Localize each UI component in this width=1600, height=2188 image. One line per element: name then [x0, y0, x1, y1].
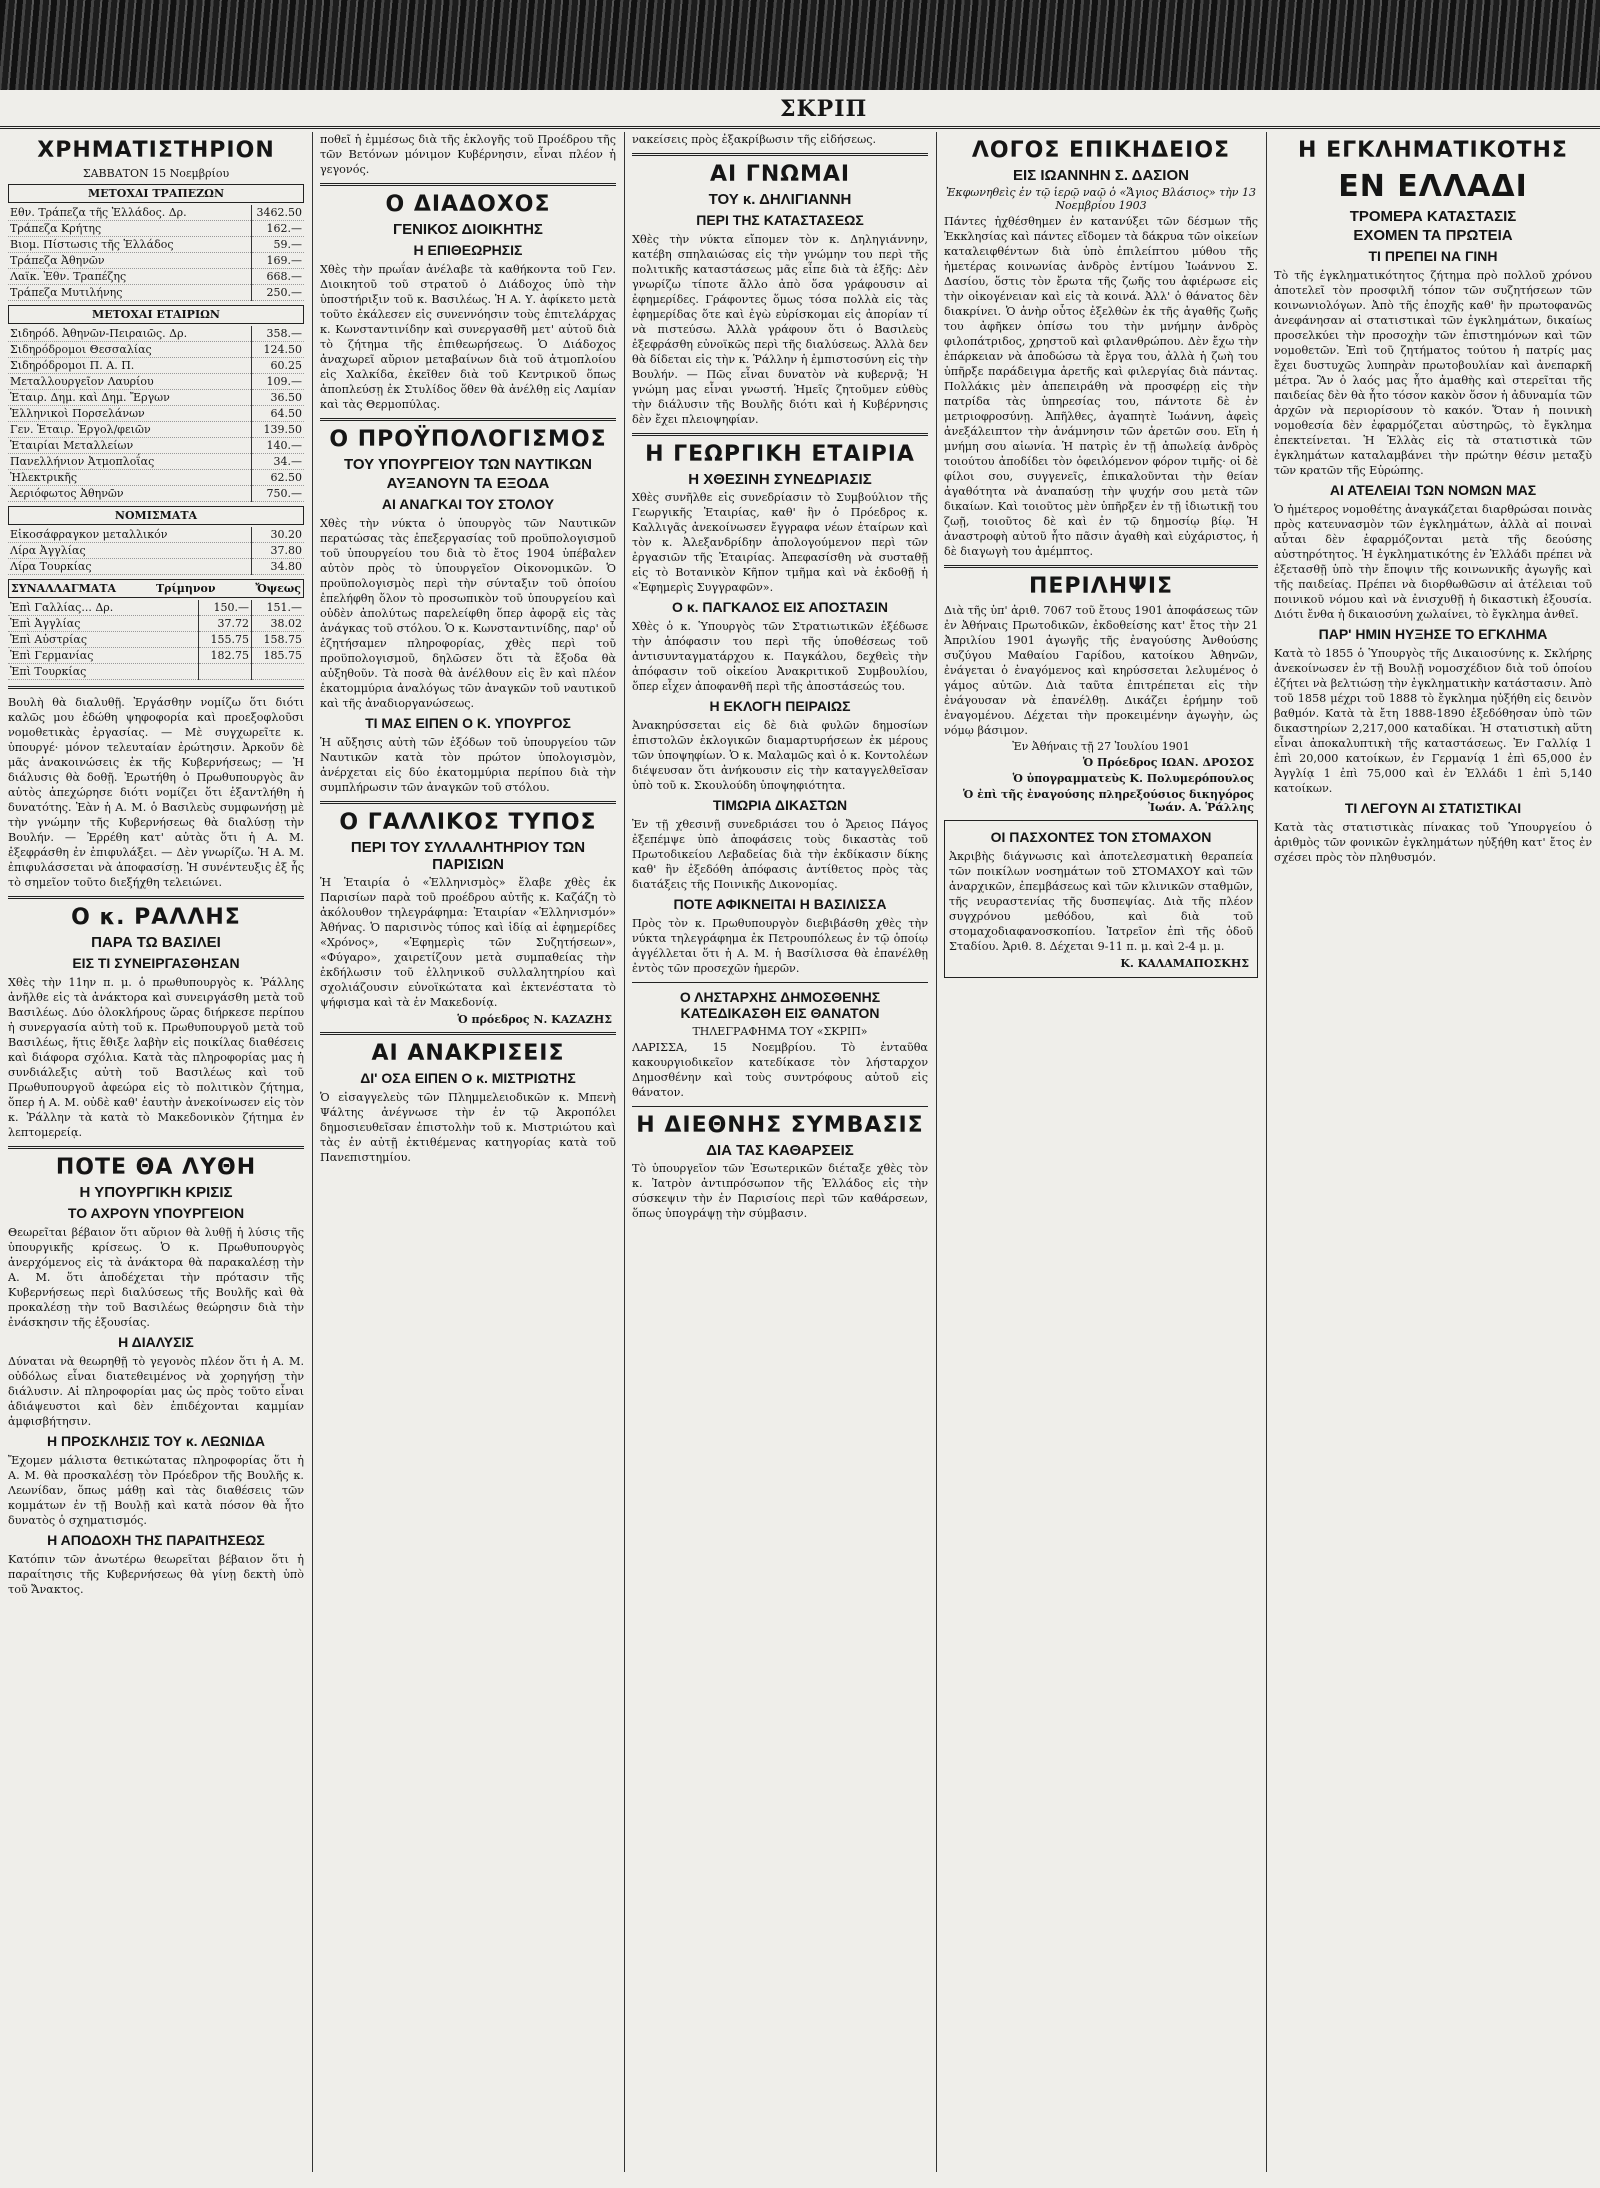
row-value: 59.—	[252, 237, 305, 253]
row-value: 38.02	[252, 616, 305, 632]
article-text: Τὸ τῆς ἐγκληματικότητος ζήτημα πρὸ πολλοῦ χρόνου ἀποτελεῖ τὸν προσφιλῆ τόπον τῶν συζητήσεων τῶν κοινωνιολόγων. Ἀπὸ τῆς ἐποχῆς καθ' ἣν πρωτοφανῶς ἀνεφάνησαν αἱ στατιστικαὶ τῶν ἐγκλημάτων, δικαίως προσελκύει τὴν προσοχὴν τῶν ἐπιστημόνων καὶ τῶν νομοθετῶν. Ἐπὶ τοῦ ζητήματος τούτου ἡ πατρίς μας ἔχει δυστυχῶς λυπηρὰν πρωτοβουλίαν καὶ ἀνεπαρκῆ μέτρα. Ἂν ὁ λαός μας ἦτο ἀμαθὴς καὶ στερεῖται τῆς παιδείας δὲν θὰ ἦτο τόσον κακὸν ὅσον ἡ ἀδυναμία τῶν ἀρχῶν νὰ περιορίσουν τὸ κακόν. Ὅταν ἡ ποινικὴ νομοθεσία δὲν ἐφαρμόζεται αὐστηρῶς, τὸ ἔγκλημα ἐπεκτείνεται. Ἡ Ἑλλὰς εἰς τὰ στατιστικὰ τῶν ἐγκλημάτων καταλαμβάνει τὴν πρώτην θέσιν μεταξὺ τῶν κρατῶν τῆς Εὐρώπης.	[1274, 269, 1592, 477]
row-label: Ἑταιρ. Δημ. καὶ Δημ. Ἔργων	[8, 390, 252, 406]
headline-crime: Η ΕΓΚΛΗΜΑΤΙΚΟΤΗΣ	[1298, 138, 1568, 163]
row-value: 155.75	[199, 632, 252, 648]
subheadline: ΠΕΡΙ ΤΗΣ ΚΑΤΑΣΤΑΣΕΩΣ	[696, 212, 864, 228]
row-label: Ἠλεκτρικῆς	[8, 470, 252, 486]
table-row	[8, 559, 304, 575]
table-row	[8, 269, 304, 285]
table-row	[8, 358, 304, 374]
table-row	[8, 422, 304, 438]
headline-crime-2: ΕΝ ΕΛΛΑΔΙ	[1338, 169, 1528, 204]
article-text: Ἀνακηρύσσεται εἰς δὲ διὰ φυλῶν δημοσίων ἐπιστολῶν ἐκλογικῶν διαμαρτυρήσεων ἐκ μέρους τῶν ὑποψηφίων. Ὁ κ. Μαλαμῶς καὶ ὁ κ. Κοντολέων διέψευσαν ὅτι ἀνήκουσιν εἰς τὴν καταγγελθεῖσαν ὑπὸ τοῦ κ. Σκουλούδη ὑποψηφιότητα.	[632, 719, 928, 792]
article-text: Ὁ εἰσαγγελεὺς τῶν Πλημμελειοδικῶν κ. Μπενὴ Ψάλτης ἀνέγνωσε τὴν ἐν τῷ Ἀκροπόλει δημοσιευθεῖσαν ἐπιστολὴν τοῦ κ. Μιστριώτου καὶ τὰς ἐν αὐτῇ ἐκτιθέμενας κατηγορίας κατὰ τοῦ Πανεπιστημίου.	[320, 1091, 616, 1164]
row-value: 185.75	[252, 648, 305, 664]
row-value: 109.—	[252, 374, 305, 390]
row-value: 140.—	[252, 438, 305, 454]
subheadline: Η ΥΠΟΥΡΓΙΚΗ ΚΡΙΣΙΣ	[79, 1184, 233, 1201]
subheadline: ΤΙ ΜΑΣ ΕΙΠΕΝ Ο Κ. ΥΠΟΥΡΓΟΣ	[365, 715, 571, 731]
companies-table-head: ΜΕΤΟΧΑΙ ΕΤΑΙΡΙΩΝ	[8, 305, 304, 324]
subheadline: ΤΙ ΠΡΕΠΕΙ ΝΑ ΓΙΝΗ	[1368, 248, 1498, 264]
row-label: Ἐπὶ Γαλλίας... Δρ.	[8, 600, 199, 616]
divider	[320, 418, 616, 421]
row-value: 64.50	[252, 406, 305, 422]
fx-col-sight: Ὄψεως	[255, 582, 301, 595]
table-row	[8, 600, 304, 616]
column-5	[1274, 132, 1592, 2172]
table-row	[8, 543, 304, 559]
row-value: 169.—	[252, 253, 305, 269]
subheadline: ΤΡΟΜΕΡΑ ΚΑΤΑΣΤΑΣΙΣ	[1349, 208, 1517, 225]
ad-text: Ἀκριβὴς διάγνωσις καὶ ἀποτελεσματικὴ θεραπεία τῶν ποικίλων νοσημάτων τοῦ ΣΤΟΜΑΧΟΥ καὶ τῶν ἀναρχικῶν, ἐπεμβάσεως καὶ τῶν κλινικῶν σταθμῶν, τῆς νευραστενίας τῆς δυσπεψίας. Διὰ τῆς πλέον συγχρόνου μεθόδου, καὶ διὰ τοῦ στομαχοδιαφανοσκοπίου. Ἰατρεῖον ἐπὶ τῆς ὁδοῦ Σταδίου. Ἀριθ. 8. Δέχεται 9-11 π. μ. καὶ 2-4 μ. μ.	[949, 850, 1253, 953]
row-label: Μεταλλουργεῖον Λαυρίου	[8, 374, 252, 390]
row-label: Εἰκοσάφραγκον μεταλλικόν	[8, 527, 252, 543]
table-row	[8, 205, 304, 221]
ad-title: ΟΙ ΠΑΣΧΟΝΤΕΣ ΤΟΝ ΣΤΟΜΑΧΟΝ	[990, 829, 1212, 845]
eulogy-intro: Ἐκφωνηθεὶς ἐν τῷ ἱερῷ ναῷ ὁ «Ἅγιος Βλάσιος» τὴν 13 Νοεμβρίου 1903	[946, 186, 1256, 212]
article-text: Πάντες ἠχθέσθημεν ἐν κατανύξει τῶν δέσμων τῆς Ἐκκλησίας καὶ πάντες εἴδομεν τὰ δάκρυα τῶν οἰκείων καταλειφθέντων διὰ ὑπὸ ἐπιλείπτου μύθου τῆς ἡμετέρας κοινωνίας ἀνδρὸς ἐντίμου Ἰωάννου Σ. Δασίου, ὅστις τὸν ἔρωτα τῆς ζωῆς του ἀφιέρωσε εἰς τὴν οἰκογένειαν καὶ εἰς τὰ κοινά. Ἀλλ' ὁ θάνατος δὲν διακρίνει. Ὁ ἀνὴρ οὗτος ἐξελθὼν ἐκ τῆς ἀγαθῆς ζωῆς του ἀφῆκεν ὀπίσω του τὴν μνήμην ἀνδρὸς φιλοπάτριδος, χρηστοῦ καὶ φιλανθρώπου. Δὲν ἔχω τὴν ἐπάρκειαν νὰ ἀποδώσω τὰ ἔργα του, ἀλλὰ ἡ ζωὴ του ὑπῆρξε παράδειγμα ἀρετῆς καὶ φιλεργίας διὰ πάντας. Πολλάκις μὲν ἀπεπειράθη νὰ προσφέρῃ εἰς τὴν πατρίδα τὰς ὑπηρεσίας του, πάντοτε δὲ ἐν μετριοφροσύνῃ. Ἀπῆλθες, ἀγαπητὲ Ἰωάννη, ἀφεὶς ἀνεξάλειπτον τὴν ἀνάμνησιν τῶν ἀρετῶν σου. Εἴη ἡ μνήμη σου αἰωνία. Ἡ πατρὶς ἐν τῇ ἀπωλείᾳ ἀνδρὸς τοιούτου ἀποδίδει τὸν ὀφειλόμενον φόρον τιμῆς· οἱ δὲ φίλοι σου, συγγενεῖς, ἐπικαλοῦνται τὴν θείαν ἀγαθότητα νὰ ἀναπαύσῃ τὴν ψυχήν σου μετὰ τῶν δικαίων. Καὶ τοιοῦτος μὲν ὑπῆρξεν ἐν τῇ ἰδιωτικῇ του ζωῇ, τοιοῦτος δὲ καὶ ἐν τῷ δημοσίῳ βίῳ. Ἡ ἀναστροφὴ αὐτοῦ ἦτο πᾶσιν ἀγαθὴ καὶ εὐχάριστος, ἡ δὲ διαγωγὴ του ἀμέμπτος.	[944, 215, 1258, 558]
subheadline: ΕΙΣ ΙΩΑΝΝΗΝ Σ. ΔΑΣΙΟΝ	[1013, 167, 1189, 184]
subheadline: ΑΙ ΑΤΕΛΕΙΑΙ ΤΩΝ ΝΟΜΩΝ ΜΑΣ	[1329, 482, 1537, 498]
divider	[320, 183, 616, 186]
article-text: Ἔχομεν μάλιστα θετικώτατας πληροφορίας ὅτι ἡ Α. Μ. θὰ προσκαλέσῃ τὸν Πρόεδρον τῆς Βουλῆς κ. Λεωνίδαν, ὅπως μάθῃ καὶ τὰς διαθέσεις τῶν κομμάτων ἐν τῇ Βουλῇ καὶ κατὰ πόσον θὰ ἦτο δυνατὸς ὁ σχηματισμός.	[8, 1454, 304, 1527]
column-3	[632, 132, 928, 2172]
article-text: νακείσεις πρὸς ἐξακρίβωσιν τῆς εἰδήσεως.	[632, 133, 877, 146]
row-label: Ἐπὶ Ἀγγλίας	[8, 616, 199, 632]
article-text: Δύναται νὰ θεωρηθῇ τὸ γεγονὸς πλέον ὅτι ἡ Α. Μ. οὐδόλως εἶναι διατεθειμένος νὰ χορηγήσῃ τὴν διάλυσιν. Αἱ πληροφορίαι μας ὡς πρὸς τοῦτο εἶναι ἀδιάψευστοι καὶ δὲν ἐπιδέχονται καμμίαν ἀμφισβήτησιν.	[8, 1355, 304, 1428]
row-value: 139.50	[252, 422, 305, 438]
divider	[944, 565, 1258, 568]
subheadline: Η ΔΙΑΛΥΣΙΣ	[118, 1334, 194, 1350]
ad-signature: Κ. ΚΑΛΑΜΑΠΟΣΚΗΣ	[1120, 957, 1249, 970]
subheadline: Η ΑΠΟΔΟΧΗ ΤΗΣ ΠΑΡΑΙΤΗΣΕΩΣ	[47, 1532, 265, 1548]
table-row	[8, 221, 304, 237]
masthead	[0, 96, 1600, 129]
column-divider	[936, 132, 937, 2172]
row-value: 34.—	[252, 454, 305, 470]
stock-exchange-title: ΧΡΗΜΑΤΙΣΤΗΡΙΟΝ	[37, 138, 275, 163]
subheadline: ΑΥΞΑΝΟΥΝ ΤΑ ΕΞΟΔΑ	[386, 475, 550, 492]
row-label: Λαϊκ. Ἐθν. Τραπέζης	[8, 269, 252, 285]
subheadline: ΠΕΡΙ ΤΟΥ ΣΥΛΛΑΛΗΤΗΡΙΟΥ ΤΩΝ ΠΑΡΙΣΙΩΝ	[350, 839, 586, 873]
article-text: Βουλὴ θὰ διαλυθῇ. Ἐργάσθην νομίζω ὅτι διότι καλῶς μου ἐδώθη ψηφοφορία καὶ προεξοφλοῦσι νομοθετικὰς ἐργασίας. — Μὲ συγχωρεῖτε κ. ὑπουργέ· μόνον τελευταίαν ἐρώτησιν. Ἀρκοῦν δὲ μᾶς ἀνακοινώσεις ἐκ τῆς Κυβερνήσεως; — Ἡ διάλυσις θὰ δοθῇ. Ἐρωτήθη ὁ Πρωθυπουργὸς ἂν αὐτὸς ἀπεχώρησε διότι νομίζει ὅτι ἐξαντλήθη ἡ δυνατότης. Ἐὰν ἡ Α. Μ. ὁ Βασιλεὺς συμφωνήσῃ μὲ τὴν γνώμην τῆς Κυβερνήσεως θὰ διαλύσῃ τὴν Βουλήν. — Ἐρρέθη κατ' αὐτὰς ὅτι ἡ Α. Μ. ἐξεφράσθη ἐν ἐπιφυλάξει. — Δὲν γνωρίζω. Ἡ Α. Μ. ἐπιφυλάσσεται νὰ ἀποφασίσῃ. Ἡ συνέντευξις ἐξ ἧς τὸ σημεῖον τοῦτο διεξήχθη τελειώνει.	[8, 696, 304, 889]
row-value: 124.50	[252, 342, 305, 358]
coins-table	[8, 527, 304, 575]
companies-table	[8, 326, 304, 502]
row-label: Ἑλληνικοὶ Πορσελάνων	[8, 406, 252, 422]
row-value: 151.—	[252, 600, 305, 616]
signature: Ἐν Ἀθήναις τῇ 27 Ἰουλίου 1901	[1012, 740, 1190, 753]
headline-gallic-press: Ο ΓΑΛΛΙΚΟΣ ΤΥΠΟΣ	[339, 810, 597, 835]
row-value: 37.72	[199, 616, 252, 632]
article-text: Ἐν τῇ χθεσινῇ συνεδριάσει του ὁ Ἄρειος Πάγος ἐξεπέμψε ὑπὸ ἀποφάσεις τοὺς δικαστὰς τοῦ Πρωτοδικείου Λεβαδείας διὰ τὴν ἐκδίκασιν δίκης καθ' ἣν ἐξεδόθη ἀπόφασις ἀντίθετος πρὸς τὰς διατάξεις τῆς Ποινικῆς Δικονομίας.	[632, 818, 928, 891]
subheadline: ΔΙ' ΟΣΑ ΕΙΠΕΝ Ο κ. ΜΙΣΤΡΙΩΤΗΣ	[360, 1070, 576, 1086]
row-value: 358.—	[252, 326, 305, 342]
table-row	[8, 648, 304, 664]
row-value: 30.20	[252, 527, 305, 543]
divider	[632, 433, 928, 436]
article-text: Ἡ αὔξησις αὐτὴ τῶν ἐξόδων τοῦ ὑπουργείου τῶν Ναυτικῶν κατὰ τὸν πρώτον ὑπολογισμὸν, ἀνέρχεται εἰς δύο ἑκατομμύρια περίπου διὰ τὴν συμπλήρωσιν τῶν ἀναγκῶν τοῦ στόλου.	[320, 736, 616, 794]
article-text: Κατὰ τὰς στατιστικὰς πίνακας τοῦ Ὑπουργείου ὁ ἀριθμὸς τῶν φονικῶν ἐγκλημάτων ηὐξήθη κατ' ἔτος ἐν σχέσει πρὸς τὸν πληθυσμόν.	[1274, 821, 1592, 864]
banks-table	[8, 205, 304, 301]
fx-table	[8, 600, 304, 680]
divider	[320, 801, 616, 804]
divider	[632, 153, 928, 156]
table-row	[8, 438, 304, 454]
row-value: 250.—	[252, 285, 305, 301]
row-value: 62.50	[252, 470, 305, 486]
table-row	[8, 632, 304, 648]
row-value: 37.80	[252, 543, 305, 559]
signature: Ὁ Πρόεδρος ΙΩΑΝ. ΔΡΟΣΟΣ	[1082, 756, 1254, 769]
table-row	[8, 454, 304, 470]
subheadline: ΕΙΣ ΤΙ ΣΥΝΕΙΡΓΑΣΘΗΣΑΝ	[72, 955, 240, 971]
article-text: ποθεῖ ἡ ἐμμέσως διὰ τῆς ἐκλογῆς τοῦ Προέδρου τῆς τῶν Βετόνων μόνιμον Κυβέρνησιν, εἶναι πλέον ἡ γεγονός.	[320, 133, 616, 176]
table-row	[8, 470, 304, 486]
subheadline: ΤΟΥ κ. ΔΗΛΙΓΙΑΝΝΗ	[708, 191, 852, 208]
row-value: 150.—	[199, 600, 252, 616]
row-value: 36.50	[252, 390, 305, 406]
row-value: 158.75	[252, 632, 305, 648]
row-label: Γεν. Ἑταιρ. Ἐργολ/φειῶν	[8, 422, 252, 438]
row-label: Τράπεζα Μυτιλήνης	[8, 285, 252, 301]
fx-table-head	[8, 579, 304, 598]
row-value: 162.—	[252, 221, 305, 237]
headline-investigations: ΑΙ ΑΝΑΚΡΙΣΕΙΣ	[371, 1041, 565, 1066]
divider	[320, 1032, 616, 1035]
column-4	[944, 132, 1258, 2172]
subheadline: ΤΙΜΩΡΙΑ ΔΙΚΑΣΤΩΝ	[712, 797, 848, 813]
row-value	[199, 664, 252, 680]
table-row	[8, 253, 304, 269]
headline-convention: Η ΔΙΕΘΝΗΣ ΣΥΜΒΑΣΙΣ	[636, 1113, 924, 1138]
article-text: Κατόπιν τῶν ἀνωτέρω θεωρεῖται βέβαιον ὅτι ἡ παραίτησις τῆς Κυβερνήσεως θὰ γίνῃ δεκτὴ ὑπὸ τοῦ Ἄνακτος.	[8, 1553, 304, 1596]
table-row	[8, 374, 304, 390]
table-row	[8, 237, 304, 253]
headline-opinions: ΑΙ ΓΝΩΜΑΙ	[709, 162, 851, 187]
signature: Ὁ ὑπογραμματεὺς Κ. Πολυμερόπουλος	[1012, 772, 1254, 785]
headline-agricultural: Η ΓΕΩΡΓΙΚΗ ΕΤΑΙΡΙΑ	[645, 442, 915, 467]
row-label: Τράπεζα Ἀθηνῶν	[8, 253, 252, 269]
divider	[8, 1146, 304, 1149]
subheadline: ΤΗΛΕΓΡΑΦΗΜΑ ΤΟΥ «ΣΚΡΙΠ»	[692, 1025, 868, 1038]
headline-eulogy: ΛΟΓΟΣ ΕΠΙΚΗΔΕΙΟΣ	[971, 138, 1231, 163]
row-label: Ἐπὶ Γερμανίας	[8, 648, 199, 664]
subheadline: Η ΕΠΙΘΕΩΡΗΣΙΣ	[413, 242, 523, 258]
subheadline: ΠΟΤΕ ΑΦΙΚΝΕΙΤΑΙ Η ΒΑΣΙΛΙΣΣΑ	[673, 896, 887, 912]
headline-summary: ΠΕΡΙΛΗΨΙΣ	[1028, 574, 1174, 599]
row-value: 668.—	[252, 269, 305, 285]
subheadline: ΠΑΡΑ ΤΩ ΒΑΣΙΛΕΙ	[91, 934, 221, 951]
coins-table-head: ΝΟΜΙΣΜΑΤΑ	[8, 506, 304, 525]
subheadline: ΠΑΡ' ΗΜΙΝ ΗΥΞΗΣΕ ΤΟ ΕΓΚΛΗΜΑ	[1318, 626, 1548, 642]
subheadline: Ο κ. ΠΑΓΚΑΛΟΣ ΕΙΣ ΑΠΟΣΤΑΣΙΝ	[672, 599, 888, 615]
article-text: Ἡ Ἑταιρία ὁ «Ἑλληνισμὸς» ἔλαβε χθὲς ἐκ Παρισίων παρὰ τοῦ προέδρου αὐτῆς κ. Καζάζη τὸ ἀκόλουθον τηλεγράφημα: Ἑταιρίαν «Ἑλληνισμόν» Ἀθήνας. Ὁ παρισινὸς τύπος καὶ ἰδίᾳ αἱ ἐφημερίδες «Χρόνος», «Ἐφημερὶς τῶν Συζητήσεων», «Φύγαρο», χαιρετίζουν μετὰ συμπαθείας τὴν ἐκδήλωσιν τοῦ ἑλληνικοῦ συλλαλητηρίου καὶ σχολιάζουσιν εὐνοϊκώτατα καὶ ἐκτενέστατα τὸ ψήφισμα καὶ τὰ ἐν Μακεδονίᾳ.	[320, 876, 616, 1009]
signature: Ὁ ἐπὶ τῆς ἐναγούσης πληρεξούσιος δικηγόρος Ἰωάν. Α. Ῥάλλης	[963, 788, 1254, 814]
row-label: Πανελλήνιον Ἀτμοπλοΐας	[8, 454, 252, 470]
row-value: 182.75	[199, 648, 252, 664]
table-row	[8, 406, 304, 422]
article-text: Πρὸς τὸν κ. Πρωθυπουργὸν διεβιβάσθη χθὲς τὴν νύκτα τηλεγράφημα ἐκ Πετρουπόλεως ἐν τῷ ὁποίῳ ἀγγέλλεται ὅτι ἡ Α. Μ. ἡ Βασίλισσα θὰ ἐπανέλθῃ ἐντὸς τῶν προσεχῶν ἡμερῶν.	[632, 917, 928, 975]
subheadline: ΔΙΑ ΤΑΣ ΚΑΘΑΡΣΕΙΣ	[706, 1142, 854, 1159]
headline-diadochos: Ο ΔΙΑΔΟΧΟΣ	[385, 192, 551, 217]
divider	[632, 982, 928, 983]
row-value	[252, 664, 305, 680]
headline-crisis: ΠΟΤΕ ΘΑ ΛΥΘΗ	[55, 1155, 257, 1180]
fx-col-3m: Τρίμηνον	[155, 582, 216, 595]
signature: Ὁ πρόεδρος Ν. ΚΑΖΑΖΗΣ	[457, 1013, 612, 1026]
row-label: Εθν. Τράπεζα τῆς Ἑλλάδος. Δρ.	[8, 205, 252, 221]
row-label: Ἐπὶ Τουρκίας	[8, 664, 199, 680]
stock-exchange-date: ΣΑΒΒΑΤΟΝ 15 Νοεμβρίου	[82, 167, 230, 180]
newspaper-title: ΣΚΡΙΠ	[780, 96, 868, 122]
row-label: Ἐπὶ Αὐστρίας	[8, 632, 199, 648]
subheadline: ΤΟΥ ΥΠΟΥΡΓΕΙΟΥ ΤΩΝ ΝΑΥΤΙΚΩΝ	[344, 456, 592, 473]
article-text: Κατὰ τὸ 1855 ὁ Ὑπουργὸς τῆς Δικαιοσύνης κ. Σκλήρης ἀνεκοίνωσεν ἐν τῇ Βουλῇ νομοσχέδιον διὰ τοῦ ὁποίου ἐζήτει νὰ βελτιώσῃ τὴν ἐγκληματικὴν κατάστασιν. Ἀπὸ τοῦ 1858 μέχρι τοῦ 1888 τὸ ἔγκλημα ηὐξήθη εἰς δεινὸν βαθμόν. Κατὰ τὰ ἔτη 1888-1890 ἐξεδόθησαν ὑπὸ τῶν δικαστηρίων 2,217,000 καταδίκαι. Ἡ στατιστικὴ αὕτη εἶναι ἀποκαλυπτικὴ τῆς καταστάσεως. Ἐν Γαλλίᾳ 1 ἐπὶ 20,000 κατοίκων, ἐν Γερμανίᾳ 1 ἐπὶ 65,000 ἐν Ἀγγλίᾳ 1 ἐπὶ 75,000 καὶ ἐν Ἑλλάδι 1 ἐπὶ 5,140 κατοίκων.	[1274, 647, 1592, 795]
table-row	[8, 616, 304, 632]
divider	[632, 1106, 928, 1107]
row-value: 60.25	[252, 358, 305, 374]
fx-title: ΣΥΝΑΛΛΑΓΜΑΤΑ	[11, 582, 117, 595]
article-text: Χθὲς τὴν 11ην π. μ. ὁ πρωθυπουργὸς κ. Ῥάλλης ἀνῆλθε εἰς τὰ ἀνάκτορα καὶ συνειργάσθη μετὰ τοῦ Βασιλέως. Δύο ὁλοκλήρους ὥρας διήρκεσε περίπου ἡ συνεργασία αὐτὴ τοῦ κ. Πρωθυπουργοῦ μετὰ τοῦ Βασιλέως, ἥτις ἔθιξε λαβὴν εἰς ποικίλας διαθέσεις καὶ διάφορα σχόλια. Κατὰ τὰς πληροφορίας μας ἡ συνδιάλεξις αὐτὴ τοῦ Βασιλέως καὶ τοῦ Πρωθυπουργοῦ ἀφεώρα εἰς τὸ πολιτικὸν ζήτημα, ὅπερ ἡ Α. Μ. οὐδὲ καθ' ἑαυτὴν ἀνεκοίνωσεν εἰς τὸν κ. Ῥάλλην τὰ κατὰ τὸ Μακεδονικὸν ζήτημα ἐν λεπτομερείᾳ.	[8, 976, 304, 1139]
row-value: 750.—	[252, 486, 305, 502]
subheadline: ΕΧΟΜΕΝ ΤΑ ΠΡΩΤΕΙΑ	[1353, 227, 1513, 244]
headline-rallis: Ο κ. ΡΑΛΛΗΣ	[71, 905, 241, 930]
subheadline: Ο ΛΗΣΤΑΡΧΗΣ ΔΗΜΟΣΘΕΝΗΣ ΚΑΤΕΔΙΚΑΣΘΗ ΕΙΣ ΘΑΝΑΤΟΝ	[679, 989, 881, 1021]
article-text: Τὸ ὑπουργεῖον τῶν Ἐσωτερικῶν διέταξε χθὲς τὸν κ. Ἰατρὸν ἀντιπρόσωπον τῆς Ἑλλάδος εἰς τὴν σύσκεψιν τὴν ἐν Παρισίοις περὶ τῶν καθάρσεων, ὅπως ὑπογράψῃ τὴν σύμβασιν.	[632, 1162, 928, 1220]
article-text: Ὁ ἡμέτερος νομοθέτης ἀναγκάζεται διαρθρώσαι ποινὰς πρὸς κατευνασμὸν τῶν ἐγκλημάτων, ἀλλὰ αἱ ποιναὶ αὗται δὲν ἐφαρμόζονται μετὰ τῆς δεούσης αὐστηρότητος. Ἡ ἐγκληματικότης ἐν Ἑλλάδι πρέπει νὰ ἐξετασθῇ ὑπὸ τὴν ἔποψιν τῆς κοινωνικῆς ἀγωγῆς καὶ τῆς παιδείας. Πρέπει νὰ διορθωθῶσιν αἱ ἀτέλειαι τοῦ ποινικοῦ νόμου καὶ νὰ ἐνισχυθῇ ἡ δικαστικὴ ἐξουσία. Διότι ἔνθα ἡ δικαιοσύνη χωλαίνει, τὸ ἔγκλημα ἀνθεῖ.	[1274, 503, 1592, 621]
column-divider	[1266, 132, 1267, 2172]
row-label: Λίρα Ἀγγλίας	[8, 543, 252, 559]
column-2	[320, 132, 616, 2172]
row-value: 34.80	[252, 559, 305, 575]
subheadline: Η ΧΘΕΣΙΝΗ ΣΥΝΕΔΡΙΑΣΙΣ	[688, 471, 872, 488]
row-label: Σιδηρόδρομοι Θεσσαλίας	[8, 342, 252, 358]
article-text: Χθὲς τὴν νύκτα εἴπομεν τὸν κ. Δηληγιάννην, κατέβη σπηλαιώσας εἰς τὴν γνώμην του περὶ τῆς πολιτικῆς καταστάσεως μᾶς εἶπε διὰ τὰ ἑξῆς: Δὲν γνωρίζω τίποτε ἄλλο ἀπὸ ὅσα γράφουσιν αἱ ἐφημερίδες. Γράφοντες ὅμως τόσα πολλὰ εἰς τὰς ἐφημερίδας ὅτε καὶ ἐγὼ εὑρίσκομαι εἰς ἀπορίαν τί νὰ πιστεύσω. Ἀλλὰ γράφουν ὅτι ὁ Βασιλεὺς ἐξεφράσθη εὐνοϊκῶς περὶ τῆς διαλύσεως. Ἀλλὰ δεν θὰ δίδεται εἰς τὴν κ. Ῥάλλην ἡ ἐμπιστοσύνη εἰς τὴν Βουλήν. — Πῶς εἶναι δυνατὸν νὰ κυβερνᾷ; Ἡ γνώμη μας εἶναι γνωστή. Ἡμεῖς ζητοῦμεν εὐθὺς τὴν διάλυσιν τῆς Βουλῆς διότι καὶ ἡ Κυβέρνησις δὲν ἔχει πλειοψηφίαν.	[632, 233, 928, 426]
advertisement	[944, 820, 1258, 978]
table-row	[8, 390, 304, 406]
subheadline: Η ΠΡΟΣΚΛΗΣΙΣ ΤΟΥ κ. ΛΕΩΝΙΔΑ	[46, 1433, 266, 1449]
subheadline: ΑΙ ΑΝΑΓΚΑΙ ΤΟΥ ΣΤΟΛΟΥ	[381, 496, 555, 512]
article-text: Χθὲς ὁ κ. Ὑπουργὸς τῶν Στρατιωτικῶν ἐξέδωσε τὴν ἀπόφασιν του περὶ τῆς ὑποθέσεως τοῦ ἀντισυνταγματάρχου κ. Παγκάλου, δεχθεὶς τὴν ἀπόφασιν τοῦ οἰκείου Ἀνακριτικοῦ Συμβουλίου, ὅπερ εἶχεν ἀποφανθῆ περὶ τῆς ἀποστάσεώς του.	[632, 620, 928, 693]
divider	[8, 686, 304, 689]
article-text: Χθὲς συνῆλθε εἰς συνεδρίασιν τὸ Συμβούλιον τῆς Γεωργικῆς Ἑταιρίας, καθ' ἣν ὁ Πρόεδρος κ. Καλλιγᾶς ἀνεκοίνωσεν ἔγγραφα νέων ἑταίρων καὶ τὸν κ. Ἀλεξανδρίδην ἀπολογούμενον περὶ τῶν ἐργασιῶν τῆς Ἑταιρίας. Ἀπεφασίσθη νὰ συσταθῇ εἰς τὸ Βοτανικὸν Κῆπον τμῆμα καὶ νὰ ἐκδοθῇ ἡ «Ἐφημερὶς Συγγραφῶν».	[632, 491, 928, 594]
row-label: Βιομ. Πίστωσις τῆς Ἑλλάδος	[8, 237, 252, 253]
subheadline: Η ΕΚΛΟΓΗ ΠΕΙΡΑΙΩΣ	[709, 698, 851, 714]
subheadline: ΤΙ ΛΕΓΟΥΝ ΑΙ ΣΤΑΤΙΣΤΙΚΑΙ	[1344, 800, 1522, 816]
row-label: Λίρα Τουρκίας	[8, 559, 252, 575]
scanned-top-border	[0, 0, 1600, 90]
table-row	[8, 285, 304, 301]
row-label: Τράπεζα Κρήτης	[8, 221, 252, 237]
table-row	[8, 527, 304, 543]
divider	[8, 896, 304, 899]
subheadline: ΤΟ ΑΧΡΟΥΝ ΥΠΟΥΡΓΕΙΟΝ	[67, 1205, 245, 1221]
subheadline: ΓΕΝΙΚΟΣ ΔΙΟΙΚΗΤΗΣ	[393, 221, 543, 238]
row-label: Σιδηρόδρομοι Π. Α. Π.	[8, 358, 252, 374]
article-text: Θεωρεῖται βέβαιον ὅτι αὔριον θὰ λυθῇ ἡ λύσις τῆς ὑπουργικῆς κρίσεως. Ὁ κ. Πρωθυπουργὸς ἀνερχόμενος εἰς τὰ ἀνάκτορα θὰ παρακαλέσῃ τὴν Α. Μ. ὅτι ἀποδέχεται τὴν πρότασιν τῆς Κυβερνήσεως περὶ διαλύσεως τῆς Βουλῆς καὶ θὰ προκαλέσῃ τὴν τοῦ Βασιλέως θεώρησιν διὰ τὴν ἐνάσκησιν τῆς ἐξουσίας.	[8, 1226, 304, 1329]
table-row	[8, 486, 304, 502]
row-label: Ἀεριόφωτος Ἀθηνῶν	[8, 486, 252, 502]
article-text: Διὰ τῆς ὑπ' ἀριθ. 7067 τοῦ ἔτους 1901 ἀποφάσεως τῶν ἐν Ἀθήναις Πρωτοδικῶν, ἐκδοθείσης κατ' ἔτος τὴν 21 Ἀπριλίου 1901 ἀγωγῆς τῆς ἐναγούσης Ἀνθούσης συζύγου Μαθαίου Γαρίδου, κατοίκου Ἀθηνῶν, ἐνάγεται ὁ ἐναγόμενος καὶ κηρύσσεται λελυμένος ὁ γάμος αὐτῶν. Διὰ ταῦτα ἐπιτρέπεται εἰς τὴν ἐνάγουσαν νὰ ἐπανέλθῃ. Δικάζει ἐρήμην τοῦ ἐναγομένου. Δέχεται τὴν προκειμένην ἀγωγὴν, ὡς νόμῳ βάσιμον.	[944, 604, 1258, 737]
article-text: ΛΑΡΙΣΣΑ, 15 Νοεμβρίου. Τὸ ἐνταῦθα κακουργιοδικεῖον κατεδίκασε τὸν λήσταρχον Δημοσθένην καὶ τοὺς συντρόφους αὐτοῦ εἰς θάνατον.	[632, 1041, 928, 1099]
table-row	[8, 326, 304, 342]
column-1	[8, 132, 304, 2172]
banks-table-head: ΜΕΤΟΧΑΙ ΤΡΑΠΕΖΩΝ	[8, 184, 304, 203]
article-text: Χθὲς τὴν νύκτα ὁ ὑπουργὸς τῶν Ναυτικῶν περατώσας τὰς ἐπεξεργασίας τοῦ προϋπολογισμοῦ τοῦ ὑπουργείου του διὰ τὸ ἔτος 1904 ὑπέβαλεν αὐτὸν πρὸς τὸ ὑπουργεῖον Οἰκονομικῶν. Ὁ προϋπολογισμὸς περὶ τὴν σύνταξιν τοῦ ὁποίου ἐπελήφθη ὅλον τὸ προσωπικὸν τοῦ ὑπουργείου καὶ οὐδὲν ἀπολύτως παρελείφθη ὅπερ ἀφορᾷ εἰς τὰς ἀνάγκας τοῦ στόλου. Ὁ κ. Κωνσταντινίδης, παρ' οὗ ἐζητήσαμεν πληροφορίας, χθὲς περὶ τοῦ προϋπολογισμοῦ, δηλῶσεν ὅτι τὰ ἔξοδα θὰ αὐξηθοῦν. Τὰ ποσὰ θὰ ἀνέλθουν εἰς ἓν καὶ πλέον ἑκατομμύρια ἀναλόγως τῶν ἀναγκῶν τοῦ ναυτικοῦ καὶ τῆς ἀναδιοργανώσεως.	[320, 517, 616, 710]
row-label: Σιδηρόδ. Ἀθηνῶν-Πειραιῶς. Δρ.	[8, 326, 252, 342]
headline-budget: Ο ΠΡΟΫΠΟΛΟΓΙΣΜΟΣ	[329, 427, 607, 452]
table-row	[8, 342, 304, 358]
table-row	[8, 664, 304, 680]
row-value: 3462.50	[252, 205, 305, 221]
column-divider	[624, 132, 625, 2172]
column-divider	[312, 132, 313, 2172]
row-label: Ἑταιρίαι Μεταλλείων	[8, 438, 252, 454]
article-text: Χθὲς τὴν πρωΐαν ἀνέλαβε τὰ καθήκοντα τοῦ Γεν. Διοικητοῦ τοῦ στρατοῦ ὁ Διάδοχος ὑπὸ τὴν ὑποστήριξιν τοῦ κ. Βασιλέως. Ἡ Α. Υ. ἀφίκετο μετὰ τοῦτο ἐκάλεσεν εἰς συνεννόησιν τοὺς ἐπιτελάρχας κ. Κωνσταντινίδην καὶ συνεργασθῆ μετ' αὐτοῦ διὰ τὸ ζήτημα τῆς ἐπιθεωρήσεως. Ὁ Διάδοχος ἀναχωρεῖ αὔριον μεταβαίνων διὰ τοῦ ἀτμοπλοίου εἰς Χαλκίδα, ἐκεῖθεν διὰ τοῦ Κεντρικοῦ ὅπως ἀποπλεύσῃ ἐκ Στυλίδος ὅθεν θὰ ἀνέλθῃ εἰς Λαμίαν καὶ τὰς Θερμοπύλας.	[320, 263, 616, 411]
